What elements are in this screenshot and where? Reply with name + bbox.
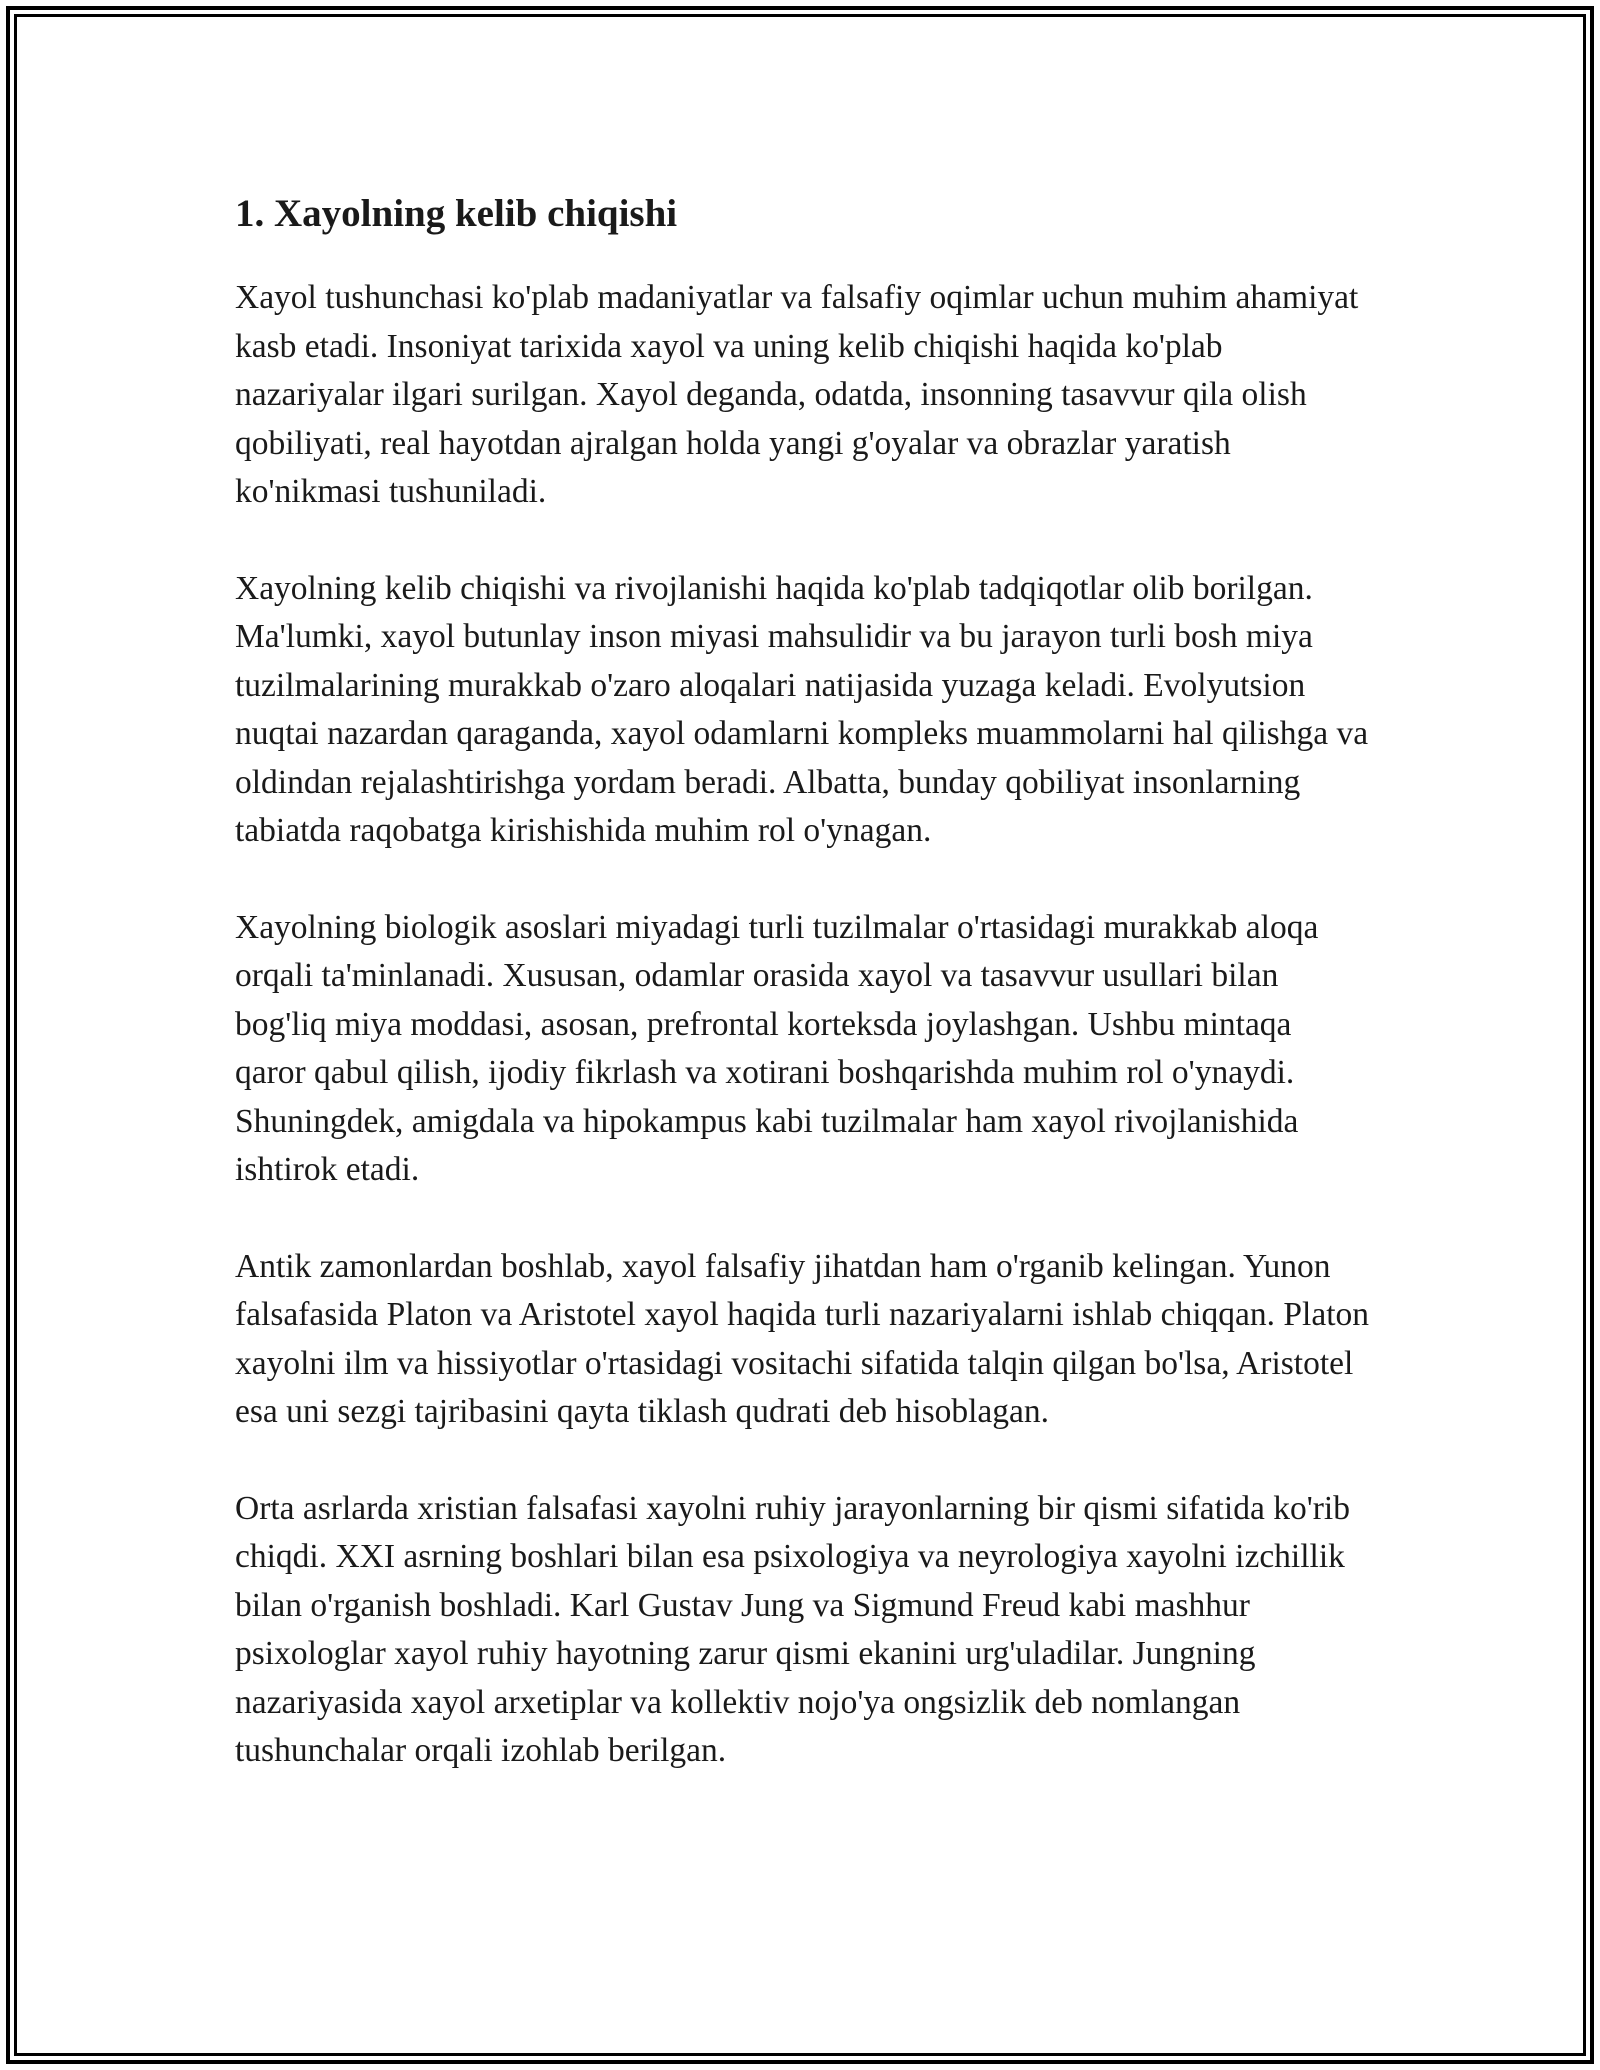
paragraph-3: Xayolning biologik asoslari miyadagi turli tuzilmalar o'rtasidagi murakkab aloqa orqali ta'minlanadi. Xususan, odamlar orasida xayol va tasavvur usullari bilan bog'liq miya moddasi, asosan, prefrontal korteksda joylashgan. Ushbu mintaqa qaror qabul qilish, ijodiy fikrlash va xotirani boshqarishda muhim rol o'ynaydi. Shuningdek, amigdala va hipokampus kabi tuzilmalar ham xayol rivojlanishida ishtirok etadi. (235, 908, 1319, 1188)
paragraph-4: Antik zamonlardan boshlab, xayol falsafiy jihatdan ham o'rganib kelingan. Yunon falsafasida Platon va Aristotel xayol haqida turli nazariyalarni ishlab chiqqan. Platon xayolni ilm va hissiyotlar o'rtasidagi vositachi sifatida talqin qilgan bo'lsa, Aristotel esa uni sezgi tajribasini qayta tiklash qudrati deb hisoblagan. (235, 1247, 1370, 1430)
paragraph-1: Xayol tushunchasi ko'plab madaniyatlar va falsafiy oqimlar uchun muhim ahamiyat kasb etadi. Insoniyat tarixida xayol va uning kelib chiqishi haqida ko'plab nazariyalar ilgari surilgan. Xayol deganda, odatda, insonning tasavvur qila olish qobiliyati, real hayotdan ajralgan holda yangi g'oyalar va obrazlar yaratish ko'nikmasi tushuniladi. (235, 279, 1359, 510)
document-body (235, 186, 1370, 1824)
section-heading: 1. Xayolning kelib chiqishi (235, 192, 678, 235)
paragraph-5: Orta asrlarda xristian falsafasi xayolni ruhiy jarayonlarning bir qismi sifatida ko'rib chiqdi. XXI asrning boshlari bilan esa psixologiya va neyrologiya xayolni izchillik bilan o'rganish boshladi. Karl Gustav Jung va Sigmund Freud kabi mashhur psixologlar xayol ruhiy hayotning zarur qismi ekanini urg'uladilar. Jungning nazariyasida xayol arxetiplar va kollektiv nojo'ya ongsizlik deb nomlangan tushunchalar orqali izohlab berilgan. (235, 1489, 1350, 1769)
paragraph-2: Xayolning kelib chiqishi va rivojlanishi haqida ko'plab tadqiqotlar olib borilgan. Ma'lumki, xayol butunlay inson miyasi mahsulidir va bu jarayon turli bosh miya tuzilmalarining murakkab o'zaro aloqalari natijasida yuzaga keladi. Evolyutsion nuqtai nazardan qaraganda, xayol odamlarni kompleks muammolarni hal qilishga va oldindan rejalashtirishga yordam beradi. Albatta, bunday qobiliyat insonlarning tabiatda raqobatga kirishishida muhim rol o'ynagan. (235, 569, 1369, 849)
